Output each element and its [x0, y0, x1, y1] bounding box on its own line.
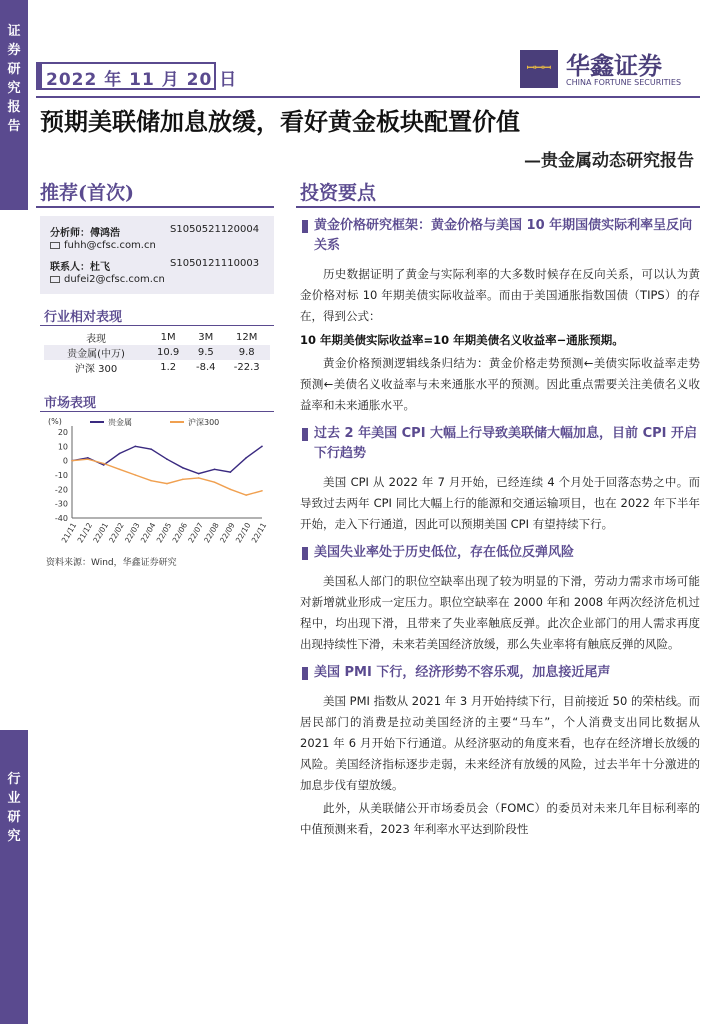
data-point: [71, 460, 73, 462]
table-cell: 10.9: [148, 345, 188, 360]
analyst-email[interactable]: fuhh@cfsc.com.cn: [64, 240, 156, 251]
data-point: [135, 446, 137, 448]
section-paragraph: 此外，从美联储公开市场委员会（FOMC）的委员对未来几年目标利率的中值预测来看，2023 年利率水平达到阶段性: [300, 801, 700, 836]
date-box: [36, 62, 238, 90]
report-subtitle: —贵金属动态研究报告: [524, 151, 694, 171]
contact-cert: S1050121110003: [170, 258, 260, 269]
y-tick-label: -30: [54, 499, 68, 509]
table-row: [44, 360, 270, 375]
sidebar-bottom-label: 行 业 研 究: [7, 772, 21, 844]
data-point: [198, 473, 200, 475]
analyst-name: 傅鸿浩: [90, 228, 120, 239]
rating-rule: [36, 206, 274, 208]
x-tick-label: 22/09: [218, 521, 237, 545]
x-tick-label: 22/11: [249, 521, 269, 545]
analyst-box: [40, 216, 274, 294]
data-point: [230, 471, 232, 473]
y-tick-label: 10: [57, 442, 68, 452]
data-point: [135, 474, 137, 476]
invest-heading: 投资要点: [300, 182, 377, 204]
table-header-row: [44, 330, 270, 345]
contact-label: 联系人：: [50, 262, 90, 273]
company-logo: [520, 46, 710, 92]
x-tick-label: 21/11: [59, 521, 79, 545]
invest-rule: [296, 206, 700, 208]
report-date: 2022 年 11 月 20 日: [46, 70, 238, 90]
x-tick-label: 22/08: [202, 521, 221, 545]
x-tick-label: 22/05: [154, 521, 174, 545]
mail-icon: [50, 242, 60, 249]
data-point: [261, 490, 263, 492]
data-point: [261, 446, 263, 448]
section-heading-gold-framework: 黄金价格研究框架：黄金价格与美国 10 年期国债实际利率呈反向关系: [300, 216, 700, 256]
x-tick-label: 22/07: [186, 521, 205, 545]
data-point: [198, 477, 200, 479]
header-rule: [36, 96, 700, 98]
performance-heading: 行业相对表现: [44, 310, 123, 325]
x-tick-label: 22/06: [170, 521, 190, 545]
analyst-email-line[interactable]: [50, 240, 156, 251]
table-cell: 9.8: [223, 345, 270, 360]
analyst-line: [50, 224, 120, 239]
y-tick-label: -40: [54, 514, 68, 523]
rating-label: 推荐(首次): [40, 182, 134, 204]
section-heading-cpi: 过去 2 年美国 CPI 大幅上行导致美联储大幅加息，目前 CPI 开启下行趋势: [300, 424, 700, 464]
y-tick-label: -10: [54, 471, 68, 480]
y-tick-label: 20: [57, 428, 68, 437]
section-paragraph: 美国 CPI 从 2022 年 7 月开始，已经连续 4 个月处于回落态势之中。而导致过去两年 CPI 同比大幅上行的能源和交通运输项目，也在 2022 年下半年开始，走入下行通道，因此可以预期美国 CPI 有望持续下行。: [300, 475, 700, 531]
y-tick-label: -20: [54, 485, 68, 495]
table-header: 12M: [236, 332, 258, 343]
x-tick-label: 22/01: [91, 521, 110, 545]
performance-rule: [40, 325, 274, 326]
contact-email[interactable]: dufei2@cfsc.com.cn: [64, 274, 165, 285]
table-header: 1M: [160, 332, 176, 343]
x-tick-label: 21/12: [75, 521, 95, 545]
data-point: [166, 458, 168, 460]
legend-label: 贵金属: [108, 418, 132, 427]
x-tick-label: 22/10: [233, 521, 253, 545]
table-cell: 9.5: [188, 345, 223, 360]
data-point: [119, 453, 121, 455]
section-paragraph: 历史数据证明了黄金与实际利率的大多数时候存在反向关系，可以认为黄金价格对标 10 年期美债实际收益率。而由于美国通胀指数国债（TIPS）的存在，得到公式：: [300, 267, 700, 323]
contact-name: 杜飞: [90, 262, 110, 273]
legend-label: 沪深300: [188, 418, 220, 427]
market-heading: 市场表现: [44, 396, 97, 411]
table-header: 3M: [198, 332, 214, 343]
data-point: [87, 457, 89, 459]
table-cell: 1.2: [160, 362, 177, 373]
invest-content: [300, 216, 700, 842]
series-line-hs300: [72, 459, 262, 495]
data-point: [182, 467, 184, 469]
table-cell: -22.3: [233, 362, 260, 373]
section-paragraph: 美国 PMI 指数从 2021 年 3 月开始持续下行，目前接近 50 的荣枯线。而居民部门的消费是拉动美国经济的主要“马车”，个人消费支出同比数据从 2021 年 6 月开始下行通道。从经济驱动的角度来看，也存在经济增长放缓的风险。美国经济指标逐步走弱，未来经济有放缓的风险，过去半年十分激进的加息步伐有望放缓。: [300, 694, 700, 792]
performance-table: [44, 330, 270, 375]
table-row: [44, 345, 270, 360]
table-cell: 贵金属(中万): [44, 345, 148, 360]
data-point: [245, 494, 247, 496]
data-point: [182, 479, 184, 481]
data-point: [166, 483, 168, 485]
logo-en-text: CHINA FORTUNE SECURITIES: [566, 78, 682, 87]
chart-source: 资料来源：Wind，华鑫证券研究: [46, 558, 177, 568]
analyst-cert: S1050521120004: [170, 224, 260, 235]
x-tick-label: 22/03: [123, 521, 142, 545]
data-point: [245, 457, 247, 459]
logo-mark-icon: ꟷꟷꟷ: [520, 50, 558, 88]
sidebar-top-label: 证 券 研 究 报 告: [7, 24, 21, 134]
data-point: [150, 448, 152, 450]
y-axis-unit: (%): [48, 417, 62, 426]
logo-cn-text: 华鑫证券: [566, 52, 662, 80]
y-tick-label: 0: [62, 456, 68, 466]
data-point: [119, 468, 121, 470]
report-title: 预期美联储加息放缓，看好黄金板块配置价值: [40, 107, 520, 136]
contact-line: [50, 258, 110, 273]
table-header: 表现: [86, 334, 107, 345]
market-chart-svg: [40, 412, 274, 557]
data-point: [87, 458, 89, 460]
data-point: [150, 480, 152, 482]
sidebar: [0, 0, 28, 1024]
mail-icon: [50, 276, 60, 283]
x-tick-label: 22/02: [107, 521, 126, 545]
data-point: [230, 489, 232, 491]
market-chart: [40, 412, 274, 562]
x-tick-label: 22/04: [138, 521, 158, 545]
data-point: [214, 468, 216, 470]
formula: 10 年期美债实际收益率=10 年期美债名义收益率−通胀预期。: [300, 333, 624, 347]
section-paragraph: 黄金价格预测逻辑线条归结为：黄金价格走势预测←美债实际收益率走势预测←美债名义收益率与未来通胀水平的预测。因此重点需要关注美债名义收益率和未来通胀水平。: [300, 356, 700, 412]
section-heading-pmi: 美国 PMI 下行，经济形势不容乐观，加息接近尾声: [300, 663, 700, 683]
analyst-label: 分析师：: [50, 228, 90, 239]
contact-email-line[interactable]: [50, 274, 165, 285]
data-point: [103, 463, 105, 465]
table-cell: -8.4: [196, 362, 216, 373]
table-cell: 沪深 300: [74, 364, 118, 375]
section-paragraph: 美国私人部门的职位空缺率出现了较为明显的下滑，劳动力需求市场可能对新增就业形成一定压力。职位空缺率在 2000 年和 2008 年两次经济危机过程中，均出现下滑，且带来了失业率触底反弹。此次企业部门的用人需求再度出现持续性下滑，未来若美国经济放缓，那么失业率将有触底反弹的风险。: [300, 574, 700, 651]
section-heading-unemployment: 美国失业率处于历史低位，存在低位反弹风险: [300, 543, 700, 563]
data-point: [214, 481, 216, 483]
